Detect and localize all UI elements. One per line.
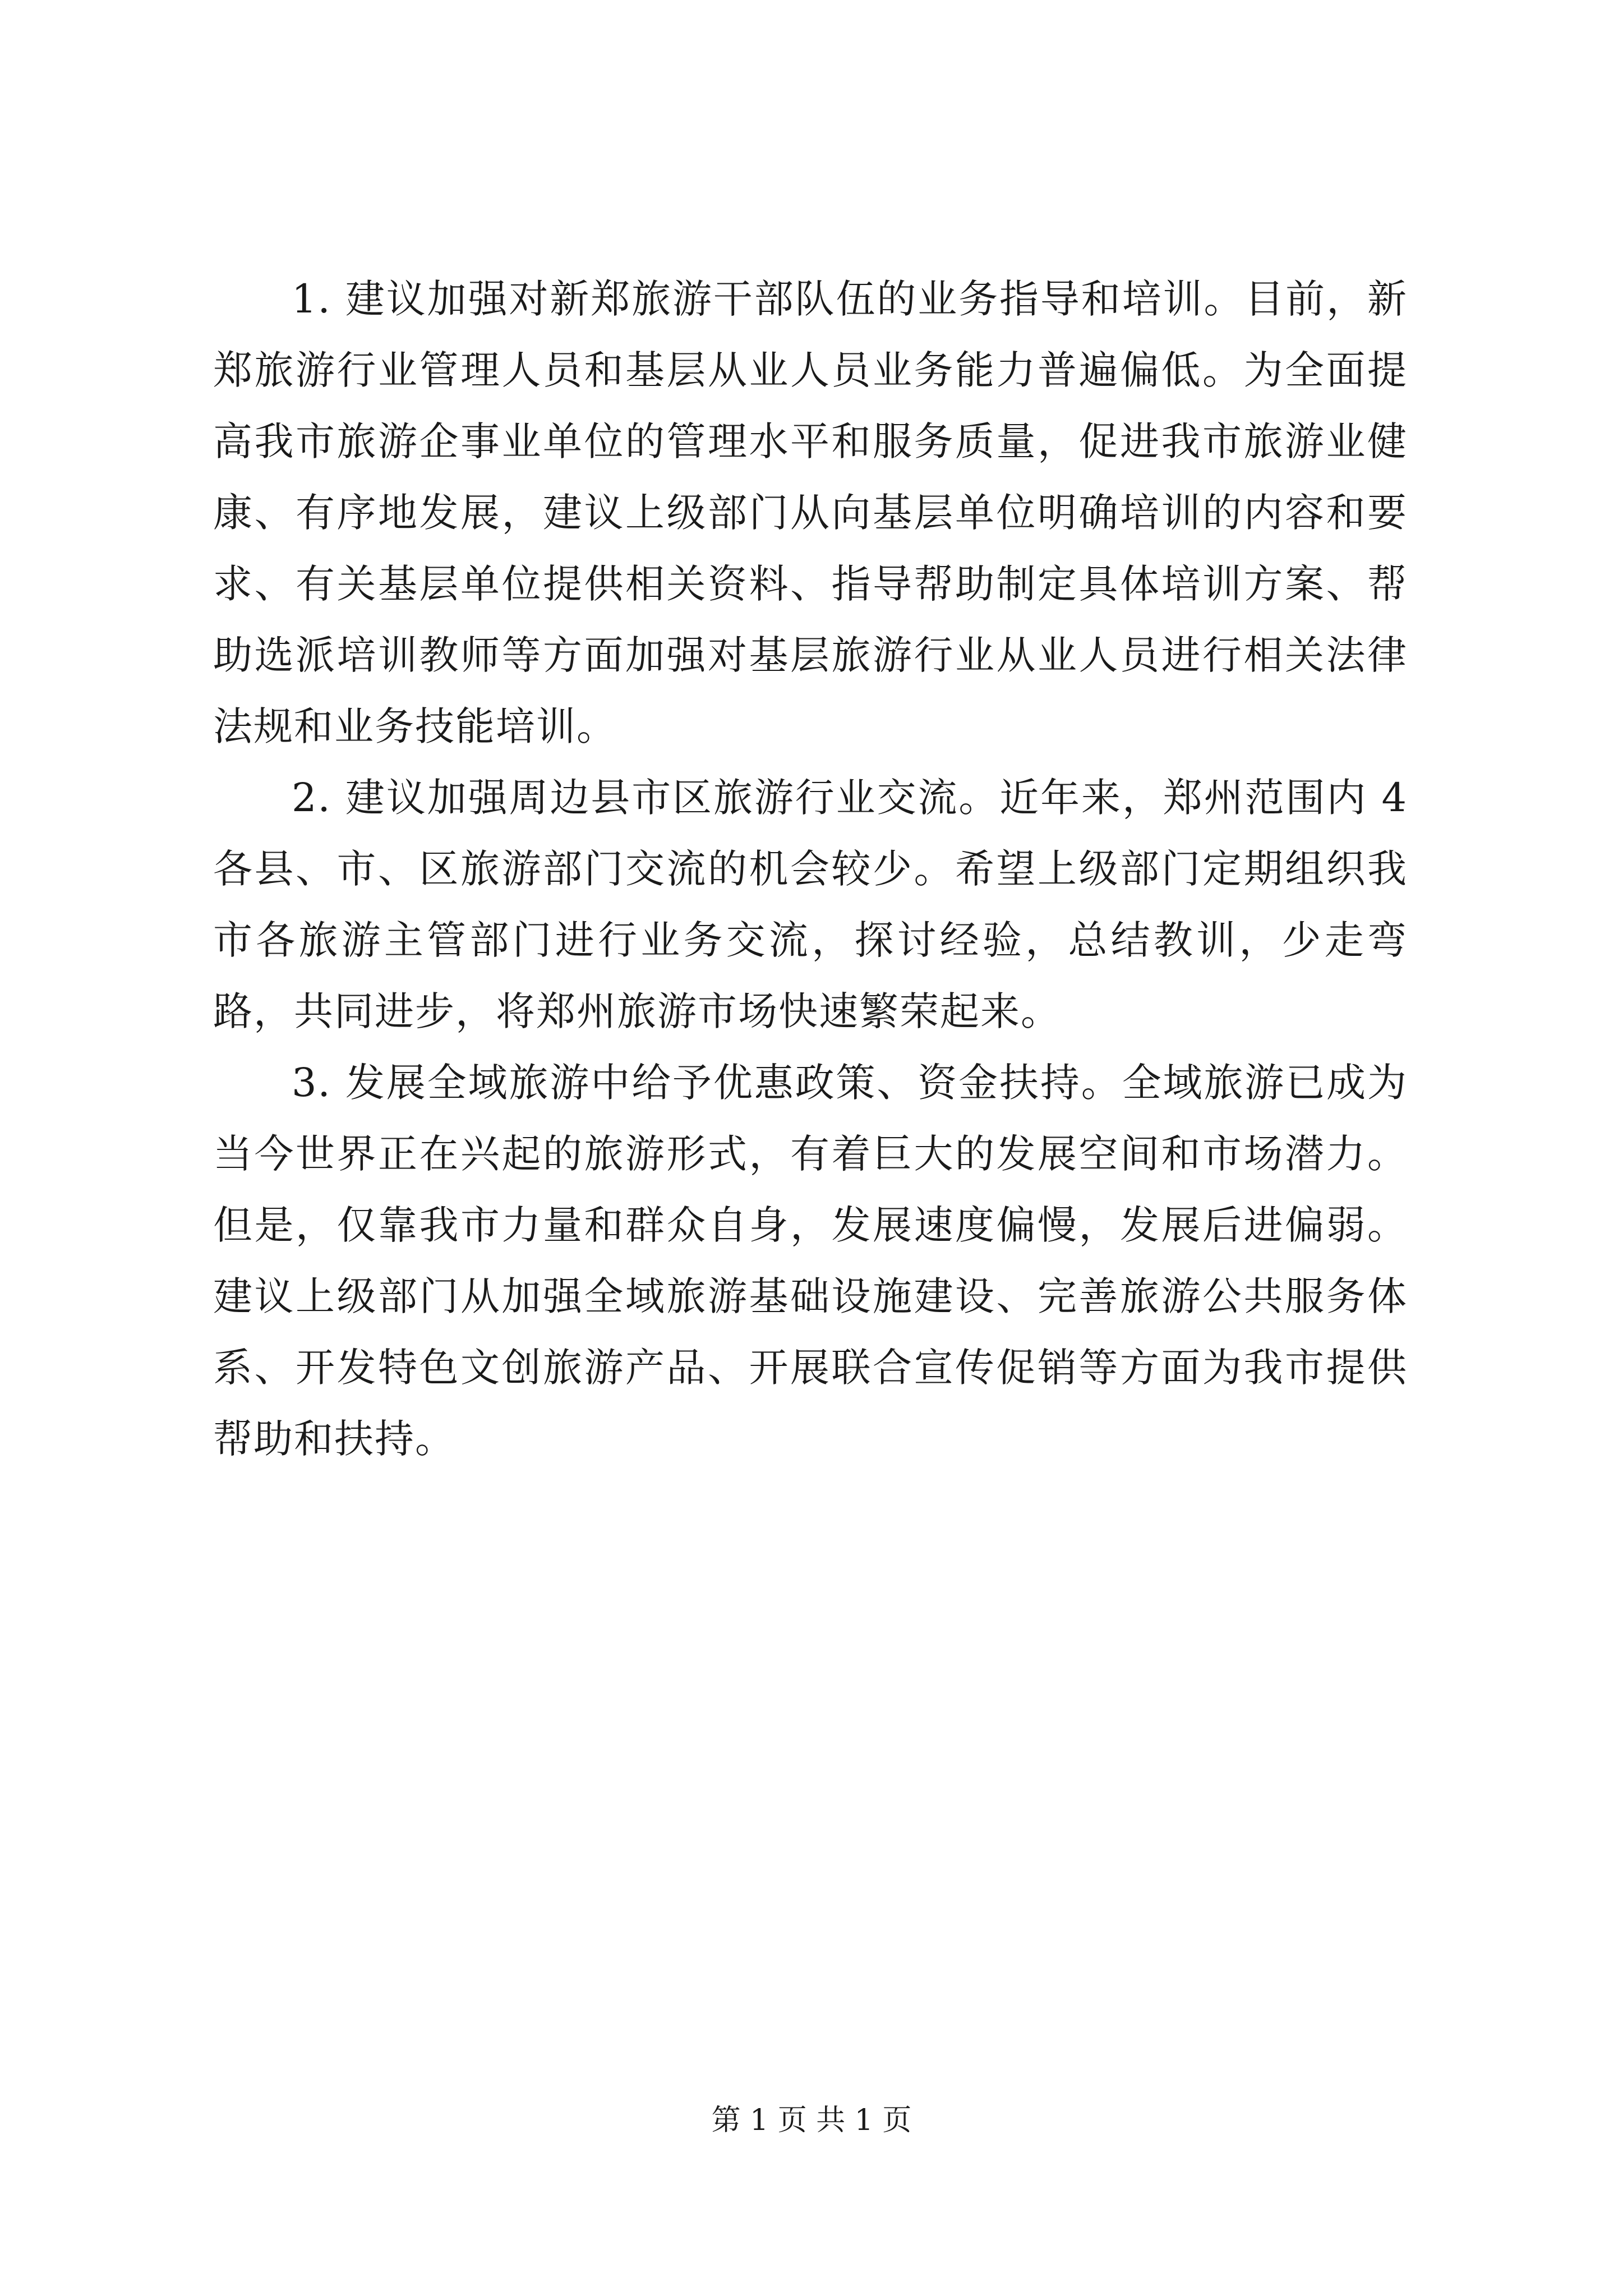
paragraph-2: 2. 建议加强周边县市区旅游行业交流。近年来，郑州范围内 4 各县、市、区旅游部门交流的机会较少。希望上级部门定期组织我市各旅游主管部门进行业务交流，探讨经验，总结教训，少走弯路，共同进步，将郑州旅游市场快速繁荣起来。 [213, 775, 1408, 1034]
document-body [213, 264, 1408, 1475]
page-number-footer: 第 1 页 共 1 页 [711, 2104, 912, 2137]
paragraph-1: 1. 建议加强对新郑旅游干部队伍的业务指导和培训。目前，新郑旅游行业管理人员和基层从业人员业务能力普遍偏低。为全面提高我市旅游企事业单位的管理水平和服务质量，促进我市旅游业健康、有序地发展，建议上级部门从向基层单位明确培训的内容和要求、有关基层单位提供相关资料、指导帮助制定具体培训方案、帮助选派培训教师等方面加强对基层旅游行业从业人员进行相关法律法规和业务技能培训。 [213, 276, 1408, 749]
paragraph-3: 3. 发展全域旅游中给予优惠政策、资金扶持。全域旅游已成为当今世界正在兴起的旅游形式，有着巨大的发展空间和市场潜力。但是，仅靠我市力量和群众自身，发展速度偏慢，发展后进偏弱。建议上级部门从加强全域旅游基础设施建设、完善旅游公共服务体系、开发特色文创旅游产品、开展联合宣传促销等方面为我市提供帮助和扶持。 [213, 1060, 1408, 1462]
